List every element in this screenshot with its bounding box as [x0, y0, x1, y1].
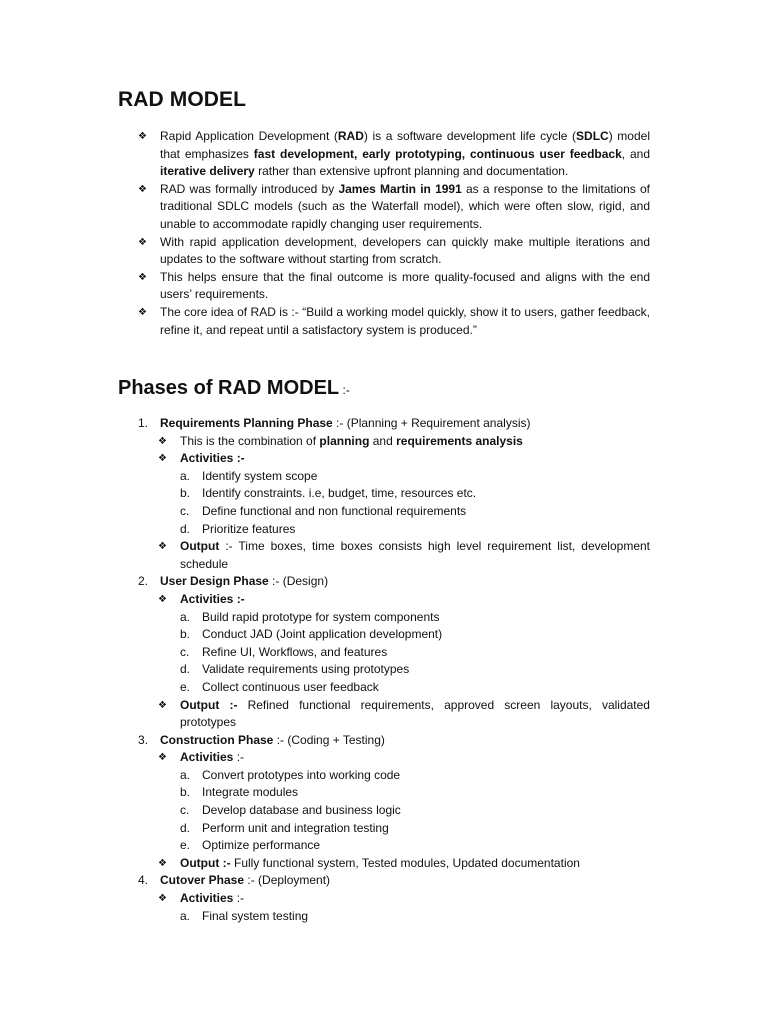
activity-letter: d.	[180, 521, 191, 536]
activity-text: Develop database and business logic	[202, 803, 401, 818]
activity-item	[180, 661, 650, 679]
activity-item	[180, 485, 650, 503]
activities-suffix: :-	[233, 891, 245, 906]
activity-letter: b.	[180, 486, 191, 501]
activity-text: Prioritize features	[202, 521, 296, 536]
activity-text: Final system testing	[202, 908, 309, 923]
phase-name: Requirements Planning Phase	[160, 416, 333, 430]
activity-item	[180, 802, 650, 820]
activities-label: Activities	[180, 891, 234, 906]
intro-bullet	[138, 304, 650, 339]
phase-item	[138, 415, 650, 433]
activity-item	[180, 468, 650, 486]
diamond-bullet-icon: ❖	[158, 435, 167, 447]
diamond-bullet-icon: ❖	[158, 893, 167, 905]
phase-output	[158, 538, 650, 573]
phase-description: :- (Planning + Requirement analysis)	[332, 416, 531, 430]
activity-item	[180, 820, 650, 838]
activity-item	[180, 626, 650, 644]
output-label: Output :-	[180, 697, 238, 712]
phase-name: Construction Phase	[160, 732, 274, 747]
activity-item	[180, 837, 650, 855]
phase-item	[138, 732, 650, 750]
phase-number: 3.	[138, 732, 149, 747]
bold-text: RAD	[337, 129, 364, 143]
text: ) model that emphasizes	[160, 129, 650, 161]
activity-item	[180, 609, 650, 627]
activities-heading	[158, 890, 650, 908]
activity-letter: a.	[180, 468, 191, 483]
activity-letter: c.	[180, 503, 190, 518]
diamond-bullet-icon: ❖	[138, 183, 147, 195]
phase-description: :- (Design)	[268, 574, 329, 589]
activities-heading	[158, 591, 650, 609]
phases-list	[138, 415, 650, 925]
phase-note	[158, 433, 650, 451]
text: rather than extensive upfront planning and documentation.	[254, 164, 569, 179]
text: , and	[621, 146, 650, 161]
phase-output	[158, 855, 650, 873]
activity-text: Perform unit and integration testing	[202, 820, 389, 835]
output-label: Output :-	[180, 855, 231, 870]
output-text: Refined functional requirements, approved screen layouts, validated prototypes	[180, 697, 650, 730]
text: This helps ensure that the final outcome is more quality-focused and aligns with the end users’ requirements.	[160, 269, 650, 302]
activity-letter: e.	[180, 838, 191, 853]
activity-letter: e.	[180, 679, 191, 694]
activity-letter: c.	[180, 803, 190, 818]
section-heading-suffix: :-	[339, 383, 350, 397]
activity-text: Refine UI, Workflows, and features	[202, 644, 388, 659]
bold-text: SDLC	[576, 129, 609, 143]
activity-item	[180, 503, 650, 521]
activities-label: Activities :-	[180, 451, 245, 466]
activity-letter: b.	[180, 785, 191, 800]
phase-item	[138, 573, 650, 591]
bold-text: requirements analysis	[396, 433, 523, 448]
bold-text: iterative delivery	[160, 164, 255, 179]
activity-text: Define functional and non functional requirements	[202, 503, 467, 518]
page-title: RAD MODEL	[118, 88, 247, 111]
activity-item	[180, 767, 650, 785]
activities-suffix: :-	[233, 750, 245, 765]
output-label: Output	[180, 539, 220, 554]
phase-description: :- (Coding + Testing)	[273, 732, 385, 747]
diamond-bullet-icon: ❖	[158, 857, 167, 869]
text: This is the combination of	[180, 433, 320, 448]
intro-bullet	[138, 269, 650, 304]
diamond-bullet-icon: ❖	[158, 541, 167, 553]
activity-text: Conduct JAD (Joint application development)	[202, 627, 443, 642]
activities-label: Activities	[180, 750, 234, 765]
activity-text: Convert prototypes into working code	[202, 767, 401, 782]
activities-heading	[158, 749, 650, 767]
text: RAD was formally introduced by	[160, 181, 339, 196]
activity-item	[180, 521, 650, 539]
text: and	[369, 433, 397, 448]
activity-text: Validate requirements using prototypes	[202, 662, 410, 677]
intro-bullet	[138, 128, 650, 181]
activity-item	[180, 784, 650, 802]
diamond-bullet-icon: ❖	[158, 699, 167, 711]
output-text: :- Time boxes, time boxes consists high level requirement list, development schedule	[180, 539, 650, 571]
bold-text: fast development, early prototyping, continuous user feedback	[253, 146, 622, 161]
section-heading-text: Phases of RAD MODEL	[118, 377, 340, 399]
diamond-bullet-icon: ❖	[138, 131, 147, 142]
activity-letter: a.	[180, 609, 191, 624]
activity-letter: a.	[180, 767, 191, 782]
activity-text: Identify system scope	[202, 468, 318, 483]
intro-bullet	[138, 234, 650, 269]
activity-letter: d.	[180, 820, 191, 835]
activity-text: Identify constraints. i.e, budget, time, resources etc.	[202, 486, 477, 501]
diamond-bullet-icon: ❖	[138, 306, 147, 318]
output-text: Fully functional system, Tested modules, Updated documentation	[230, 855, 580, 870]
activity-text: Integrate modules	[202, 785, 299, 800]
text: Rapid Application Development (	[160, 129, 338, 143]
phase-item	[138, 872, 650, 890]
activity-text: Build rapid prototype for system components	[202, 609, 440, 624]
phase-description: :- (Deployment)	[244, 873, 331, 888]
activity-letter: a.	[180, 908, 191, 923]
activity-text: Optimize performance	[202, 838, 321, 853]
activities-label: Activities :-	[180, 591, 245, 606]
bold-text: James Martin in 1991	[338, 181, 462, 196]
phase-number: 4.	[138, 873, 149, 888]
bold-text: planning	[319, 433, 370, 448]
phase-number: 1.	[138, 416, 149, 430]
activity-item	[180, 908, 650, 926]
activity-letter: b.	[180, 627, 191, 642]
diamond-bullet-icon: ❖	[138, 236, 147, 248]
activity-item	[180, 679, 650, 697]
phase-name: User Design Phase	[160, 574, 269, 589]
activities-heading	[158, 450, 650, 468]
diamond-bullet-icon: ❖	[158, 453, 167, 465]
activity-text: Collect continuous user feedback	[202, 679, 379, 694]
intro-bullet-list	[138, 128, 650, 339]
text: The core idea of RAD is :- “Build a working model quickly, show it to users, gather feedback, refine it, and repeat until a satisfactory system is produced.”	[160, 304, 650, 337]
text: With rapid application development, developers can quickly make multiple iterations and updates to the software without starting from scratch.	[160, 234, 650, 267]
activity-letter: c.	[180, 644, 190, 659]
diamond-bullet-icon: ❖	[138, 271, 147, 283]
intro-bullet	[138, 181, 650, 234]
activity-letter: d.	[180, 662, 191, 677]
text: ) is a software development life cycle (	[363, 129, 577, 143]
diamond-bullet-icon: ❖	[158, 752, 167, 764]
phase-name: Cutover Phase	[160, 873, 245, 888]
diamond-bullet-icon: ❖	[158, 593, 167, 605]
activity-item	[180, 644, 650, 662]
text: as a response to the limitations of traditional SDLC models (such as the Waterfall model), which were often slow, rigid, and unable to accommodate rapidly changing user requirements.	[160, 181, 650, 231]
phase-number: 2.	[138, 574, 149, 589]
section-heading	[118, 377, 350, 400]
phase-output	[158, 697, 650, 732]
